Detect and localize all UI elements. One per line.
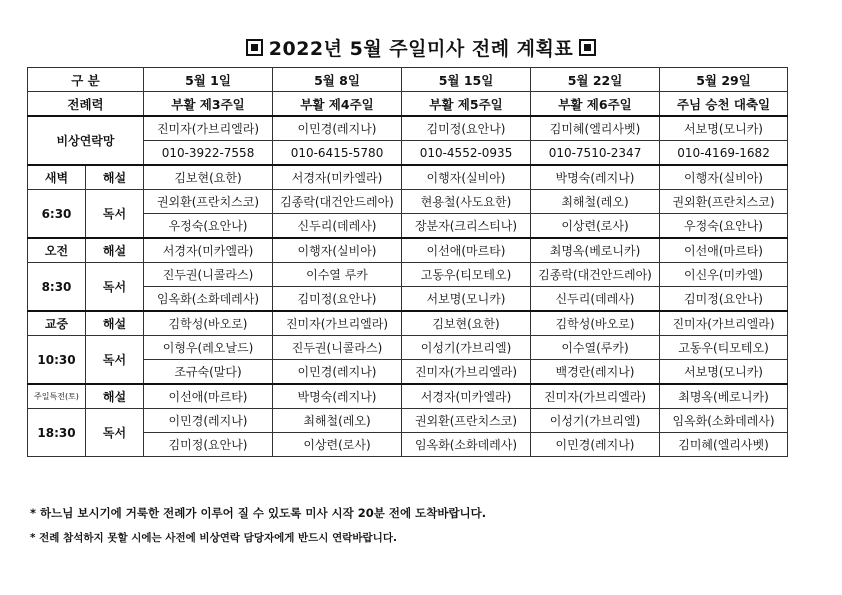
person-cell: 김미혜(엘리사벳) bbox=[660, 433, 788, 457]
person-cell: 임옥화(소화데레사) bbox=[144, 287, 273, 312]
person-cell: 이성기(가브리엘) bbox=[531, 409, 660, 433]
emergency-name: 이민경(레지나) bbox=[273, 116, 402, 141]
liturgy-cell: 부활 제4주일 bbox=[273, 92, 402, 117]
person-cell: 이상련(로사) bbox=[273, 433, 402, 457]
person-cell: 신두리(데레사) bbox=[273, 214, 402, 239]
person-cell: 진미자(가브리엘라) bbox=[402, 360, 531, 385]
person-cell: 장분자(크리스티나) bbox=[402, 214, 531, 239]
role-commentator: 해설 bbox=[86, 384, 144, 409]
person-cell: 이민경(레지나) bbox=[273, 360, 402, 385]
person-cell: 임옥화(소화데레사) bbox=[402, 433, 531, 457]
person-cell: 진미자(가브리엘라) bbox=[660, 311, 788, 336]
person-cell: 최해철(레오) bbox=[273, 409, 402, 433]
emergency-phone: 010-4552-0935 bbox=[402, 141, 531, 166]
person-cell: 김학성(바오로) bbox=[144, 311, 273, 336]
mass-time: 10:30 bbox=[28, 336, 86, 385]
emergency-phone: 010-6415-5780 bbox=[273, 141, 402, 166]
person-cell: 김종락(대건안드레아) bbox=[273, 190, 402, 214]
square-bullet-icon bbox=[579, 39, 596, 56]
person-cell: 이민경(레지나) bbox=[144, 409, 273, 433]
liturgy-cell: 부활 제6주일 bbox=[531, 92, 660, 117]
person-cell: 백경란(레지나) bbox=[531, 360, 660, 385]
liturgy-cell: 주님 승천 대축일 bbox=[660, 92, 788, 117]
person-cell: 서경자(미카엘라) bbox=[273, 165, 402, 190]
mass-name: 주일특전(토) bbox=[28, 384, 86, 409]
schedule-table bbox=[27, 67, 788, 457]
mass-row bbox=[28, 384, 788, 409]
mass-row bbox=[28, 165, 788, 190]
person-cell: 김종락(대건안드레아) bbox=[531, 263, 660, 287]
person-cell: 이수열(루카) bbox=[531, 336, 660, 360]
emergency-label: 비상연락망 bbox=[28, 116, 144, 165]
role-reader: 독서 bbox=[86, 409, 144, 457]
person-cell: 이선애(마르타) bbox=[402, 238, 531, 263]
person-cell: 이수열 루카 bbox=[273, 263, 402, 287]
emergency-name: 서보명(모니카) bbox=[660, 116, 788, 141]
person-cell: 조규숙(말다) bbox=[144, 360, 273, 385]
person-cell: 이형우(레오날드) bbox=[144, 336, 273, 360]
role-reader: 독서 bbox=[86, 263, 144, 312]
person-cell: 최해철(레오) bbox=[531, 190, 660, 214]
role-commentator: 해설 bbox=[86, 311, 144, 336]
person-cell: 진두권(니콜라스) bbox=[273, 336, 402, 360]
mass-name: 오전 bbox=[28, 238, 86, 263]
person-cell: 김학성(바오로) bbox=[531, 311, 660, 336]
mass-row bbox=[28, 190, 788, 214]
person-cell: 우정숙(요안나) bbox=[660, 214, 788, 239]
mass-row bbox=[28, 238, 788, 263]
emergency-phone: 010-7510-2347 bbox=[531, 141, 660, 166]
person-cell: 서보명(모니카) bbox=[402, 287, 531, 312]
role-reader: 독서 bbox=[86, 190, 144, 239]
mass-row bbox=[28, 336, 788, 360]
person-cell: 이선애(마르타) bbox=[660, 238, 788, 263]
person-cell: 서보명(모니카) bbox=[660, 360, 788, 385]
mass-time: 6:30 bbox=[28, 190, 86, 239]
mass-name: 교중 bbox=[28, 311, 86, 336]
emergency-name: 진미자(가브리엘라) bbox=[144, 116, 273, 141]
date-header-row bbox=[28, 68, 788, 92]
person-cell: 임옥화(소화데레사) bbox=[660, 409, 788, 433]
date-cell: 5월 1일 bbox=[144, 68, 273, 92]
person-cell: 고동우(티모테오) bbox=[660, 336, 788, 360]
person-cell: 김보현(요한) bbox=[144, 165, 273, 190]
liturgy-cell: 부활 제3주일 bbox=[144, 92, 273, 117]
mass-row bbox=[28, 263, 788, 287]
person-cell: 이상련(로사) bbox=[531, 214, 660, 239]
person-cell: 김미정(요안나) bbox=[144, 433, 273, 457]
notes bbox=[30, 505, 486, 554]
emergency-name: 김미정(요안나) bbox=[402, 116, 531, 141]
person-cell: 우정숙(요안나) bbox=[144, 214, 273, 239]
role-commentator: 해설 bbox=[86, 238, 144, 263]
person-cell: 진미자(가브리엘라) bbox=[273, 311, 402, 336]
person-cell: 최명옥(베로니카) bbox=[531, 238, 660, 263]
category-label: 구 분 bbox=[28, 68, 144, 92]
emergency-phone: 010-4169-1682 bbox=[660, 141, 788, 166]
emergency-names-row bbox=[28, 116, 788, 141]
mass-time: 8:30 bbox=[28, 263, 86, 312]
mass-row bbox=[28, 409, 788, 433]
person-cell: 최명옥(베로니카) bbox=[660, 384, 788, 409]
role-commentator: 해설 bbox=[86, 165, 144, 190]
person-cell: 이선애(마르타) bbox=[144, 384, 273, 409]
liturgy-label: 전례력 bbox=[28, 92, 144, 117]
person-cell: 이민경(레지나) bbox=[531, 433, 660, 457]
date-cell: 5월 22일 bbox=[531, 68, 660, 92]
person-cell: 서경자(미카엘라) bbox=[402, 384, 531, 409]
person-cell: 이신우(미카엘) bbox=[660, 263, 788, 287]
person-cell: 고동우(티모테오) bbox=[402, 263, 531, 287]
note-line: * 전례 참석하지 못할 시에는 사전에 비상연락 담당자에게 반드시 연락바랍니다. bbox=[30, 532, 397, 544]
page-title bbox=[0, 34, 842, 61]
person-cell: 서경자(미카엘라) bbox=[144, 238, 273, 263]
person-cell: 신두리(데레사) bbox=[531, 287, 660, 312]
liturgy-row bbox=[28, 92, 788, 117]
person-cell: 이행자(실비아) bbox=[660, 165, 788, 190]
date-cell: 5월 29일 bbox=[660, 68, 788, 92]
person-cell: 김미정(요안나) bbox=[660, 287, 788, 312]
date-cell: 5월 8일 bbox=[273, 68, 402, 92]
emergency-phone: 010-3922-7558 bbox=[144, 141, 273, 166]
liturgy-cell: 부활 제5주일 bbox=[402, 92, 531, 117]
person-cell: 권외환(프란치스코) bbox=[402, 409, 531, 433]
person-cell: 이성기(가브리엘) bbox=[402, 336, 531, 360]
person-cell: 김미정(요안나) bbox=[273, 287, 402, 312]
mass-time: 18:30 bbox=[28, 409, 86, 457]
role-reader: 독서 bbox=[86, 336, 144, 385]
person-cell: 박명숙(레지나) bbox=[531, 165, 660, 190]
person-cell: 박명숙(레지나) bbox=[273, 384, 402, 409]
title-text: 2022년 5월 주일미사 전례 계획표 bbox=[268, 38, 574, 60]
person-cell: 권외환(프란치스코) bbox=[660, 190, 788, 214]
person-cell: 이행자(실비아) bbox=[402, 165, 531, 190]
person-cell: 현용철(사도요한) bbox=[402, 190, 531, 214]
emergency-name: 김미혜(엘리사벳) bbox=[531, 116, 660, 141]
date-cell: 5월 15일 bbox=[402, 68, 531, 92]
note-line: * 하느님 보시기에 거룩한 전례가 이루어 질 수 있도록 미사 시작 20분 전에 도착바랍니다. bbox=[30, 506, 487, 520]
person-cell: 진두권(니콜라스) bbox=[144, 263, 273, 287]
square-bullet-icon bbox=[246, 39, 263, 56]
person-cell: 진미자(가브리엘라) bbox=[531, 384, 660, 409]
person-cell: 김보현(요한) bbox=[402, 311, 531, 336]
mass-row bbox=[28, 311, 788, 336]
person-cell: 이행자(실비아) bbox=[273, 238, 402, 263]
mass-name: 새벽 bbox=[28, 165, 86, 190]
person-cell: 권외환(프란치스코) bbox=[144, 190, 273, 214]
